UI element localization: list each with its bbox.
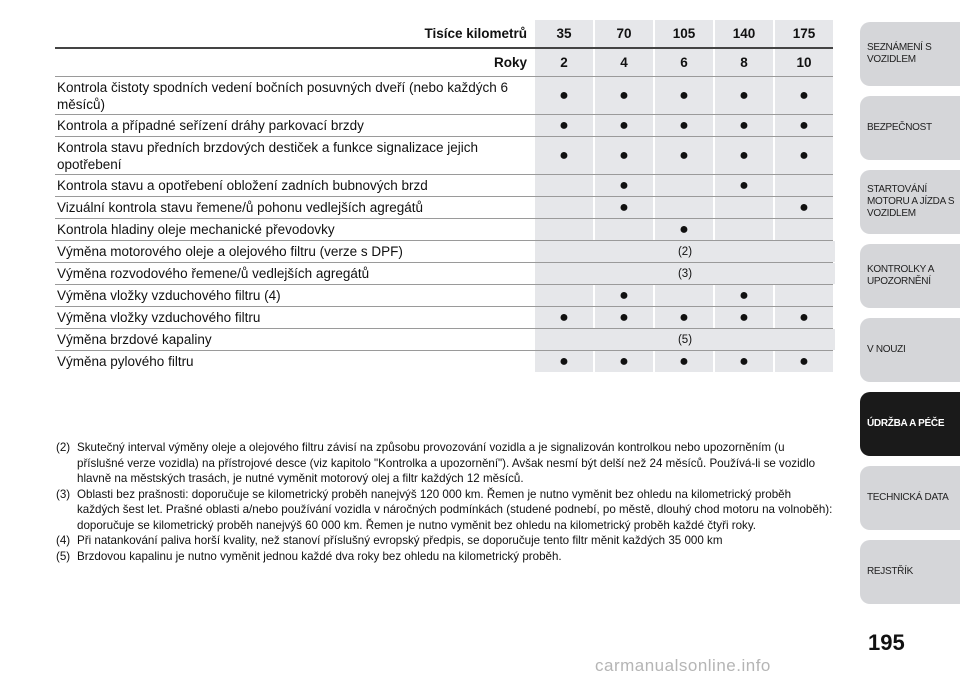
interval-cell [775,285,833,306]
year-cell: 4 [595,49,653,76]
chapter-sidebar [860,22,960,614]
interval-cell: ● [595,77,653,114]
interval-cell: ● [595,115,653,136]
watermark: carmanualsonline.info [595,656,771,675]
row-span-note: (5) [535,329,835,350]
footnote-text: Brzdovou kapalinu je nutno vyměnit jednou každé dva roky bez ohledu na kilometrický proběh. [77,549,562,563]
row-label: Kontrola hladiny oleje mechanické převodovky [57,222,335,237]
km-label: Tisíce kilometrů [424,26,527,41]
row-label: Vizuální kontrola stavu řemene/ů pohonu vedlejších agregátů [57,200,423,215]
row-label: Výměna rozvodového řemene/ů vedlejších agregátů [57,266,370,281]
interval-cell: ● [715,307,773,328]
row-label: Výměna motorového oleje a olejového filtru (verze s DPF) [57,244,403,259]
chapter-tab-label: REJSTŘÍK [867,566,913,577]
chapter-tab-label: STARTOVÁNÍ MOTORU A JÍZDA S VOZIDLEM [867,184,955,219]
chapter-tab-label: TECHNICKÁ DATA [867,492,949,503]
footnote-number: (2) [56,441,71,454]
interval-cell [655,175,713,196]
interval-cell: ● [775,197,833,218]
interval-cell: ● [595,137,653,174]
chapter-tab[interactable] [860,466,960,530]
interval-cell: ● [775,115,833,136]
maintenance-table [55,20,833,372]
chapter-tab[interactable] [860,392,960,456]
footnotes [56,440,834,564]
interval-cell [595,219,653,240]
km-cell: 140 [715,20,773,47]
interval-cell: ● [595,307,653,328]
interval-cell [535,175,593,196]
interval-cell [655,285,713,306]
footnote-text: Skutečný interval výměny oleje a olejového filtru závisí na způsobu provozování vozidla a je signalizován kontrolkou nebo upozorněním (u příslušné verze vozidla) na přístrojové desce (viz kapitolo "Kontrolka a upozornění"). Avšak nesmí být delší než 24 měsíců. Používá-li se vozidlo hlavně na městských trasách, je nutné vyměnit motorový olej a filtr každých 12 měsíců. [77,441,816,485]
row-label: Kontrola a případné seřízení dráhy parkovací brzdy [57,118,364,133]
interval-cell [775,219,833,240]
chapter-tab-label: ÚDRŽBA A PÉČE [867,418,945,429]
table-row [55,114,833,136]
table-body [55,76,833,372]
interval-cell: ● [655,351,713,372]
row-span-note: (3) [535,263,835,284]
row-label: Výměna pylového filtru [57,354,194,369]
interval-cell [715,197,773,218]
table-row [55,350,833,372]
interval-cell: ● [715,285,773,306]
year-cell: 6 [655,49,713,76]
interval-cell [655,197,713,218]
interval-cell: ● [535,77,593,114]
years-label: Roky [493,55,527,70]
interval-cell: ● [655,307,713,328]
table-row [55,174,833,196]
interval-cell: ● [715,137,773,174]
interval-cell: ● [655,77,713,114]
interval-cell [535,285,593,306]
table-row [55,306,833,328]
row-label: Kontrola čistoty spodních vedení bočních posuvných dveří (nebo každých 6 měsíců) [57,79,509,112]
chapter-tab-label: BEZPEČNOST [867,122,932,133]
chapter-tab-label: V NOUZI [867,344,906,355]
interval-cell: ● [595,197,653,218]
km-cell: 105 [655,20,713,47]
interval-cell: ● [595,175,653,196]
interval-cell [535,219,593,240]
km-cell: 70 [595,20,653,47]
interval-cell: ● [655,219,713,240]
table-row [55,284,833,306]
row-label: Kontrola stavu předních brzdových destiček a funkce signalizace jejich opotřebení [57,139,478,172]
header-km-row [55,20,833,47]
year-cell: 2 [535,49,593,76]
table-row [55,262,833,284]
table-row [55,196,833,218]
footnote-number: (3) [56,487,71,501]
footnote-number: (4) [56,534,71,547]
interval-cell: ● [715,77,773,114]
interval-cell: ● [655,115,713,136]
interval-cell: ● [655,137,713,174]
row-label: Kontrola stavu a opotřebení obložení zadních bubnových brzd [57,178,428,193]
interval-cell [715,219,773,240]
interval-cell: ● [715,351,773,372]
interval-cell [775,175,833,196]
interval-cell: ● [535,115,593,136]
table-row [55,136,833,174]
interval-cell: ● [775,307,833,328]
km-cell: 35 [535,20,593,47]
footnote-text: Při natankování paliva horší kvality, než stanoví příslušný evropský předpis, se doporučuje tento filtr měnit každých 35 000 km [77,534,723,547]
interval-cell: ● [775,351,833,372]
chapter-tab[interactable] [860,170,960,234]
chapter-tab-label: SEZNÁMENÍ S VOZIDLEM [867,42,932,65]
interval-cell: ● [715,115,773,136]
interval-cell: ● [595,351,653,372]
footnote [56,440,834,487]
interval-cell [535,197,593,218]
table-row [55,218,833,240]
header-years-row [55,47,833,76]
interval-cell: ● [775,137,833,174]
footnote [56,487,834,534]
chapter-tab[interactable] [860,318,960,382]
footnote [56,549,834,565]
footnote-text: Oblasti bez prašnosti: doporučuje se kilometrický proběh nanejvýš 120 000 km. Řemen je nutno vyměnit bez ohledu na kilometrický proběh každých šest let. Prašné oblasti a/nebo používání vozidla v náročných podmínkách (studené podnebí, po městě, dlouhý chod motoru na volnoběh): doporučuje se kilometrický proběh nanejvýš 60 000 km. Řemen je nutno vyměnit bez ohledu na kilometrický proběh každé čtyři roky. [77,487,833,532]
chapter-tab[interactable] [860,540,960,604]
page-number: 195 [868,630,905,655]
row-label: Výměna vložky vzduchového filtru [57,310,261,325]
year-cell: 8 [715,49,773,76]
km-cell: 175 [775,20,833,47]
table-row [55,76,833,114]
row-label: Výměna vložky vzduchového filtru (4) [57,288,281,303]
table-row [55,328,833,350]
interval-cell: ● [535,351,593,372]
chapter-tab-label: KONTROLKY A UPOZORNĚNÍ [867,264,934,287]
row-label: Výměna brzdové kapaliny [57,332,212,347]
interval-cell: ● [715,175,773,196]
interval-cell: ● [595,285,653,306]
chapter-tab[interactable] [860,96,960,160]
chapter-tab[interactable] [860,244,960,308]
footnote-number: (5) [56,549,71,563]
footnote [56,533,834,549]
chapter-tab[interactable] [860,22,960,86]
interval-cell: ● [535,137,593,174]
year-cell: 10 [775,49,833,76]
table-row [55,240,833,262]
interval-cell: ● [535,307,593,328]
interval-cell: ● [775,77,833,114]
row-span-note: (2) [535,241,835,262]
